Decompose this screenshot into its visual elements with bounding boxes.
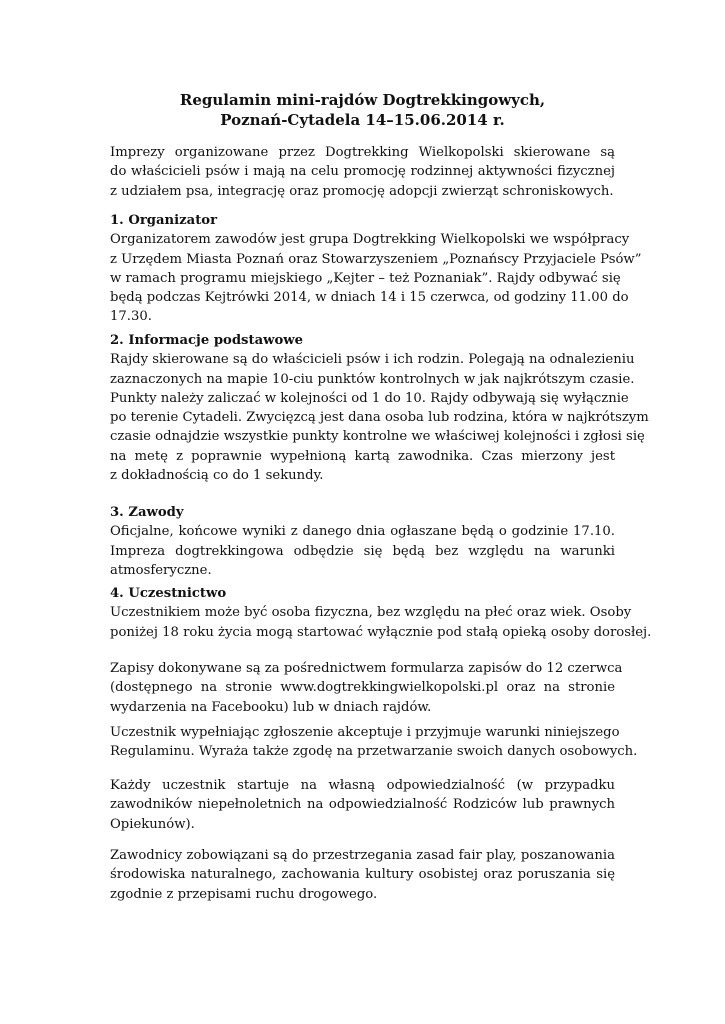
paragraph-line: Zapisy dokonywane są za pośrednictwem formularza zapisów do 12 czerwca bbox=[110, 661, 623, 676]
paragraph-line: z udziałem psa, integrację oraz promocję adopcji zwierząt schroniskowych. bbox=[110, 183, 614, 199]
paragraph-line: (dostępnego na stronie www.dogtrekkingwielkopolski.pl oraz na stronie bbox=[110, 680, 615, 696]
paragraph-line: z Urzędem Miasta Poznań oraz Stowarzyszeniem „Poznańscy Przyjaciele Psów” bbox=[110, 251, 642, 267]
paragraph-line: zawodników niepełnoletnich na odpowiedzialność Rodziców lub prawnych bbox=[110, 797, 615, 813]
participation-registration bbox=[110, 659, 623, 717]
participation-fair-play bbox=[110, 846, 615, 904]
paragraph-line: po terenie Cytadeli. Zwycięzcą jest dana osoba lub rodzina, która w najkrótszym bbox=[110, 410, 649, 426]
paragraph-line: Opiekunów). bbox=[110, 816, 195, 832]
section-competition bbox=[110, 503, 615, 580]
paragraph-line: 17.30. bbox=[110, 309, 152, 325]
paragraph-line: Zawodnicy zobowiązani są do przestrzegania zasad fair play, poszanowania bbox=[110, 848, 615, 863]
section-heading: 2. Informacje podstawowe bbox=[110, 333, 304, 348]
paragraph-line: Uczestnik wypełniając zgłoszenie akceptuje i przyjmuje warunki niniejszego bbox=[110, 725, 620, 740]
paragraph-line: wydarzenia na Facebooku) lub w dniach rajdów. bbox=[110, 699, 432, 715]
paragraph-line: z dokładnością co do 1 sekundy. bbox=[110, 468, 324, 484]
paragraph-line: do właścicieli psów i mają na celu promocję rodzinnej aktywności fizycznej bbox=[110, 164, 615, 180]
paragraph-line: Rajdy skierowane są do właścicieli psów i ich rodzin. Polegają na odnalezieniu bbox=[110, 352, 635, 368]
paragraph-line: zaznaczonych na mapie 10-ciu punktów kontrolnych w jak najkrótszym czasie. bbox=[110, 371, 635, 387]
paragraph-line: będą podczas Kejtrówki 2014, w dniach 14 i 15 czerwca, od godziny 11.00 do bbox=[110, 290, 629, 306]
paragraph-line: Imprezy organizowane przez Dogtrekking Wielkopolski skierowane są bbox=[110, 145, 615, 160]
section-participation bbox=[110, 584, 652, 642]
section-basic-info bbox=[110, 331, 649, 485]
section-heading: 3. Zawody bbox=[110, 505, 184, 520]
title-line-2: Poznań-Cytadela 14–15.06.2014 r. bbox=[220, 111, 505, 129]
document-title bbox=[110, 90, 615, 130]
paragraph-line: na metę z poprawnie wypełnioną kartą zawodnika. Czas mierzony jest bbox=[110, 448, 615, 464]
section-heading: 4. Uczestnictwo bbox=[110, 586, 227, 601]
participation-responsibility bbox=[110, 776, 615, 834]
paragraph-line: Regulaminu. Wyraża także zgodę na przetwarzanie swoich danych osobowych. bbox=[110, 744, 638, 760]
intro-paragraph bbox=[110, 143, 615, 201]
paragraph-line: atmosferyczne. bbox=[110, 562, 212, 578]
section-organizer bbox=[110, 211, 642, 327]
paragraph-line: Uczestnikiem może być osoba fizyczna, bez względu na płeć oraz wiek. Osoby bbox=[110, 605, 632, 621]
paragraph-line: czasie odnajdzie wszystkie punkty kontrolne we właściwej kolejności i zgłosi się bbox=[110, 429, 645, 445]
paragraph-line: zgodnie z przepisami ruchu drogowego. bbox=[110, 886, 378, 902]
participation-acceptance bbox=[110, 723, 638, 762]
paragraph-line: Każdy uczestnik startuje na własną odpowiedzialność (w przypadku bbox=[110, 778, 615, 793]
title-line-1: Regulamin mini-rajdów Dogtrekkingowych, bbox=[179, 91, 546, 109]
paragraph-line: w ramach programu miejskiego „Kejter – też Poznaniak”. Rajdy odbywać się bbox=[110, 270, 621, 286]
paragraph-line: Oficjalne, końcowe wyniki z danego dnia ogłaszane będą o godzinie 17.10. bbox=[110, 524, 615, 540]
section-heading: 1. Organizator bbox=[110, 213, 218, 228]
paragraph-line: Punkty należy zaliczać w kolejności od 1 do 10. Rajdy odbywają się wyłącznie bbox=[110, 390, 629, 406]
paragraph-line: Impreza dogtrekkingowa odbędzie się będą bez względu na warunki bbox=[110, 543, 615, 559]
paragraph-line: poniżej 18 roku życia mogą startować wyłącznie pod stałą opieką osoby dorosłej. bbox=[110, 624, 652, 640]
paragraph-line: środowiska naturalnego, zachowania kultury osobistej oraz poruszania się bbox=[110, 867, 615, 883]
paragraph-line: Organizatorem zawodów jest grupa Dogtrekking Wielkopolski we współpracy bbox=[110, 232, 630, 248]
